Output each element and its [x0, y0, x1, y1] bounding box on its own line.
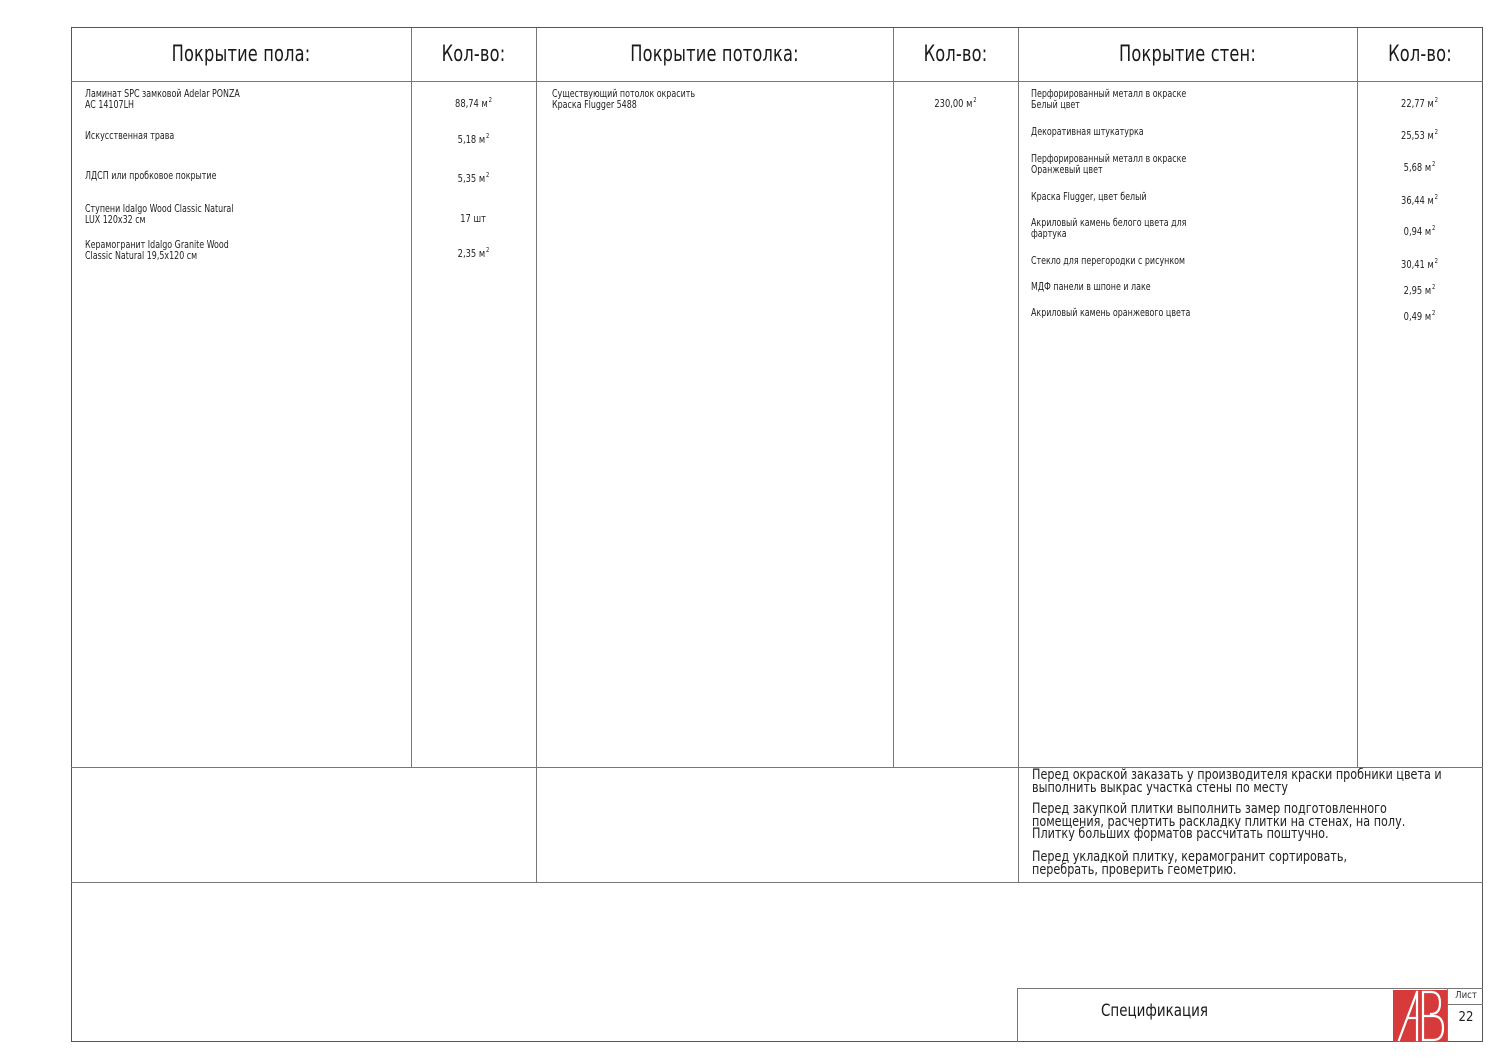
wall-qty-4-value: 36,44 м	[1401, 194, 1434, 207]
note-3-line2: перебрать, проверить геометрию.	[1032, 861, 1237, 878]
sheet-title: Спецификация	[1100, 1001, 1209, 1021]
header-walls-qty: Кол-во:	[1388, 42, 1452, 67]
sheet-number: 22	[1458, 1010, 1474, 1025]
ceiling-item-1-line1: Существующий потолок окрасить	[552, 88, 696, 100]
wall-qty-2-unit: 2	[1434, 128, 1438, 136]
note-3	[1032, 851, 1347, 876]
floor-item-2	[85, 131, 174, 142]
floor-qty-3-value: 5,35 м	[457, 172, 486, 185]
floor-qty-1	[421, 95, 526, 109]
wall-qty-7-value: 2,95 м	[1403, 284, 1432, 297]
wall-item-1	[1031, 89, 1186, 111]
header-divider	[71, 81, 1483, 82]
header-walls: Покрытие стен:	[1119, 42, 1256, 67]
wall-qty-1-value: 22,77 м	[1401, 97, 1434, 110]
floor-item-1-line2: AC 14107LH	[85, 99, 134, 111]
wall-item-7	[1031, 282, 1151, 293]
wall-item-3-line1: Перфорированный металл в окраске	[1031, 153, 1187, 165]
wall-qty-2	[1367, 127, 1472, 141]
floor-qty-4-value: 17 шт	[460, 212, 486, 225]
note-1-line1: Перед окраской заказать у производителя краски пробники цвета и	[1032, 767, 1442, 783]
sheet-label-divider	[1447, 1004, 1483, 1005]
ceiling-qty-1-value: 230,00 м	[934, 97, 973, 110]
floor-item-1	[85, 89, 240, 111]
floor-qty-5-value: 2,35 м	[457, 247, 486, 260]
note-2-line1: Перед закупкой плитки выполнить замер подготовленного	[1032, 801, 1387, 817]
wall-qty-4-unit: 2	[1434, 193, 1438, 201]
header-floor-qty: Кол-во:	[441, 42, 506, 67]
sheet-label: Лист	[1455, 990, 1477, 1001]
note-1	[1032, 769, 1442, 794]
ab-logo-icon	[1393, 990, 1447, 1042]
wall-item-6-line1: Стекло для перегородки с рисунком	[1031, 255, 1185, 267]
wall-qty-4	[1367, 192, 1472, 206]
wall-item-6	[1031, 256, 1185, 267]
floor-item-2-line1: Искусственная трава	[85, 130, 175, 142]
wall-qty-7-unit: 2	[1431, 283, 1436, 291]
note-2-line2: помещения, расчертить раскладку плитки на стенах, на полу.	[1032, 813, 1406, 830]
wall-qty-6-unit: 2	[1434, 257, 1438, 265]
ceiling-qty-1	[903, 95, 1008, 109]
wall-item-2-line1: Декоративная штукатурка	[1031, 126, 1144, 138]
wall-item-2	[1031, 127, 1144, 138]
note-2-line3: Плитку больших форматов рассчитать поштучно.	[1032, 826, 1329, 842]
wall-item-8-line1: Акриловый камень оранжевого цвета	[1031, 307, 1191, 319]
wall-qty-5	[1367, 223, 1472, 237]
wall-item-5-line1: Акриловый камень белого цвета для	[1031, 217, 1187, 229]
floor-item-5	[85, 240, 229, 262]
floor-item-3	[85, 171, 216, 182]
floor-item-3-line1: ЛДСП или пробковое покрытие	[85, 170, 217, 182]
wall-qty-7	[1367, 282, 1472, 296]
floor-item-4	[85, 204, 233, 226]
wall-qty-5-unit: 2	[1431, 224, 1436, 232]
note-2	[1032, 803, 1405, 841]
floor-qty-3	[421, 170, 526, 184]
floor-item-5-line1: Керамогранит Idalgo Granite Wood	[85, 239, 229, 251]
floor-qty-1-value: 88,74 м	[455, 97, 488, 110]
wall-qty-8	[1367, 308, 1472, 322]
note-1-line2: выполнить выкрас участка стены по месту	[1032, 779, 1289, 796]
floor-item-4-line1: Ступени Idalgo Wood Classic Natural	[85, 203, 234, 215]
floor-qty-4	[421, 210, 526, 224]
wall-item-1-line2: Белый цвет	[1031, 99, 1080, 111]
wall-item-5	[1031, 218, 1186, 240]
col-divider-3	[893, 28, 894, 767]
ceiling-qty-1-unit: 2	[973, 96, 977, 104]
floor-item-4-line2: LUX 120х32 см	[85, 214, 146, 226]
wall-qty-2-value: 25,53 м	[1401, 129, 1434, 142]
wall-qty-1	[1367, 95, 1472, 109]
wall-qty-3-unit: 2	[1431, 160, 1436, 168]
wall-qty-6	[1367, 256, 1472, 270]
notes-bottom-divider	[71, 882, 1483, 883]
wall-item-7-line1: МДФ панели в шпоне и лаке	[1031, 281, 1151, 293]
drawing-frame	[71, 27, 1483, 1042]
header-ceiling-qty: Кол-во:	[923, 42, 988, 67]
wall-item-3-line2: Оранжевый цвет	[1031, 164, 1103, 176]
floor-qty-5	[421, 245, 526, 259]
floor-qty-2-value: 5,18 м	[457, 133, 486, 146]
floor-qty-5-unit: 2	[485, 246, 490, 254]
wall-item-4	[1031, 192, 1147, 203]
col-divider-2	[536, 28, 537, 882]
wall-qty-1-unit: 2	[1434, 96, 1438, 104]
ceiling-item-1	[552, 89, 695, 111]
floor-qty-3-unit: 2	[485, 171, 490, 179]
col-divider-4	[1018, 28, 1019, 882]
title-divider-1	[1447, 988, 1448, 1042]
wall-qty-3	[1367, 159, 1472, 173]
wall-qty-3-value: 5,68 м	[1403, 161, 1432, 174]
note-3-line1: Перед укладкой плитку, керамогранит сортировать,	[1032, 849, 1348, 865]
ceiling-item-1-line2: Краска Flugger 5488	[552, 99, 637, 111]
wall-qty-6-value: 30,41 м	[1401, 258, 1434, 271]
floor-qty-2	[421, 131, 526, 145]
floor-item-1-line1: Ламинат SPC замковой Adelar PONZA	[85, 88, 240, 100]
wall-item-8	[1031, 308, 1190, 319]
wall-item-3	[1031, 154, 1186, 176]
floor-item-5-line2: Classic Natural 19,5х120 см	[85, 250, 198, 262]
col-divider-1	[411, 28, 412, 767]
wall-item-4-line1: Краска Flugger, цвет белый	[1031, 191, 1147, 203]
wall-qty-5-value: 0,94 м	[1403, 225, 1432, 238]
wall-qty-8-unit: 2	[1431, 309, 1436, 317]
col-divider-5	[1357, 28, 1358, 767]
header-floor: Покрытие пола:	[171, 42, 311, 67]
wall-item-1-line1: Перфорированный металл в окраске	[1031, 88, 1187, 100]
floor-qty-1-unit: 2	[488, 96, 492, 104]
floor-qty-2-unit: 2	[485, 132, 490, 140]
wall-item-5-line2: фартука	[1031, 228, 1067, 240]
header-ceiling: Покрытие потолка:	[630, 42, 799, 67]
wall-qty-8-value: 0,49 м	[1403, 310, 1432, 323]
